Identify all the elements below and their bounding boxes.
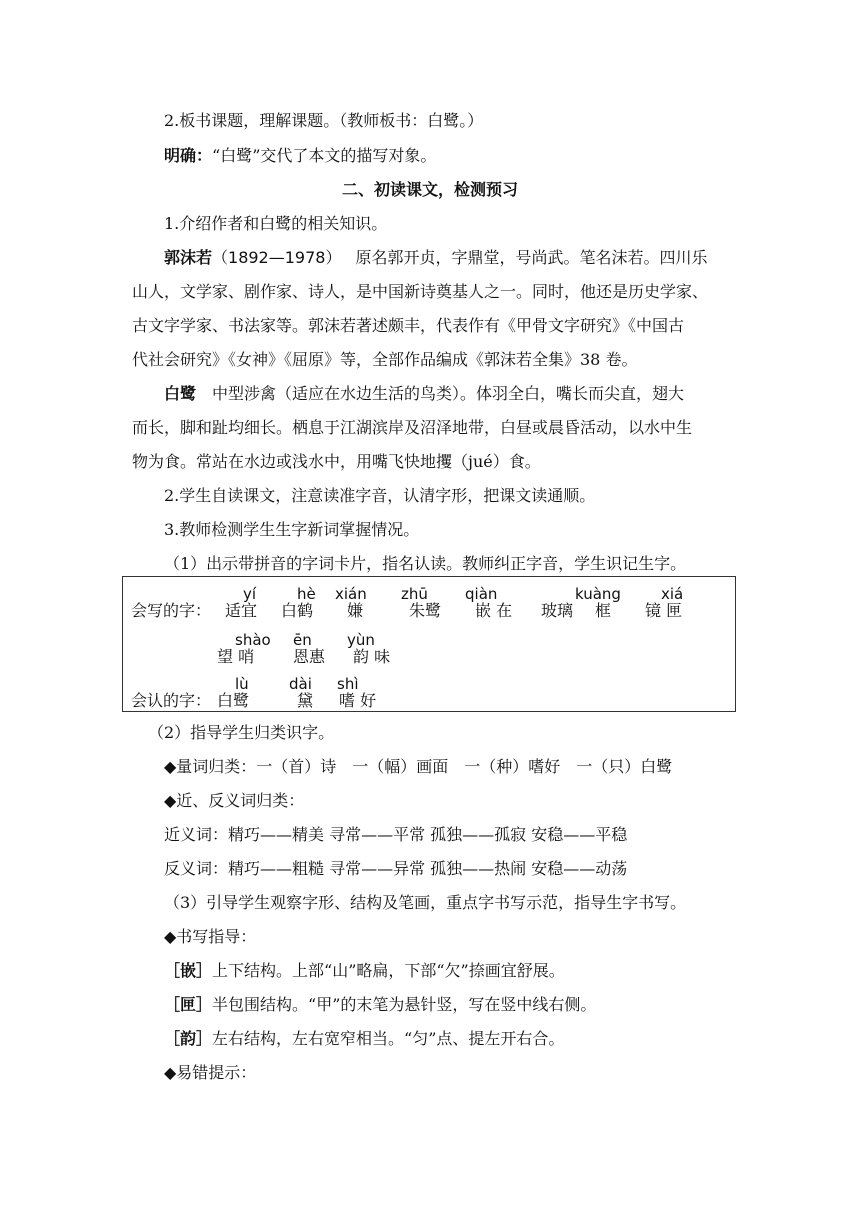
word: 韵 味 [353, 647, 391, 666]
pinyin: ēn [293, 631, 312, 649]
paragraph-clarify [164, 145, 436, 167]
clarify-label: 明确： [164, 146, 213, 165]
write-label: 会写的字： [131, 601, 212, 620]
paragraph-error-tips: ◆易错提示： [164, 1063, 257, 1082]
pinyin: lù [235, 675, 249, 693]
clarify-text: “白鹭”交代了本文的描写对象。 [212, 146, 437, 165]
guo-text-1: 原名郭开贞，字鼎堂，号尚武。笔名沫若。四川乐 [355, 248, 708, 267]
paragraph-antonyms: 反义词：精巧——粗糙 寻常——异常 孤独——热闹 安稳——动荡 [164, 859, 628, 878]
pinyin-card-box [122, 576, 736, 712]
bailu-text-1: 中型涉禽（适应在水边生活的鸟类）。体羽全白，嘴长而尖直，翅大 [212, 384, 685, 403]
pinyin: xiá [661, 585, 684, 603]
pinyin: yùn [347, 631, 375, 649]
bailu-line-3: 物为食。常站在水边或浅水中，用嘴飞快地攫（jué）食。 [132, 452, 541, 471]
word: 嵌 在 [475, 601, 513, 620]
paragraph-writing-guide: ◆书写指导： [164, 927, 257, 946]
paragraph-board-title: 2.板书课题，理解课题。（教师板书：白鹭。） [164, 111, 484, 130]
writing-text: 上下结构。上部“山”略扁，下部“欠”捺画宜舒展。 [212, 961, 565, 980]
word: 玻璃 [541, 601, 574, 620]
bailu-name: 白鹭 [164, 384, 197, 403]
writing-item-yun [164, 1028, 564, 1050]
writing-char: ［嵌］ [164, 961, 213, 980]
writing-item-qian [164, 960, 565, 982]
guo-line-2: 山人，文学家、剧作家、诗人，是中国新诗奠基人之一。同时，他还是历史学家、 [132, 282, 709, 301]
word: 框 [595, 601, 612, 620]
word: 望 哨 [217, 647, 255, 666]
word: 黛 [297, 691, 314, 710]
bailu-line-2: 而长，脚和趾均细长。栖息于江湖滨岸及沼泽地带，白昼或晨昏活动，以水中生 [132, 418, 693, 437]
guo-years: （1892—1978） [212, 248, 342, 267]
word: 适宜 [225, 601, 258, 620]
pinyin: yí [243, 585, 257, 603]
paragraph-cards: （1）出示带拼音的字词卡片，指名认读。教师纠正字音，学生识记生字。 [164, 554, 687, 573]
guo-name: 郭沫若 [164, 248, 213, 267]
section-title: 二、初读课文，检测预习 [341, 180, 518, 199]
pinyin: dài [289, 675, 312, 693]
pinyin: shì [337, 675, 359, 693]
bailu-line-1 [164, 383, 684, 405]
guo-line-4: 代社会研究》《女神》《屈原》等，全部作品编成《郭沫若全集》38 卷。 [132, 350, 638, 369]
pinyin: zhū [401, 585, 428, 603]
paragraph-self-read: 2.学生自读课文，注意读准字音，认清字形，把课文读通顺。 [164, 486, 596, 505]
word: 嗜 好 [339, 691, 377, 710]
pinyin: qiàn [465, 585, 498, 603]
writing-char: ［匣］ [164, 995, 213, 1014]
paragraph-measure-words: ◆量词归类：一（首）诗 一（幅）画面 一（种）嗜好 一（只）白鹭 [164, 757, 673, 776]
writing-char: ［韵］ [164, 1029, 213, 1048]
word: 嫌 [347, 601, 364, 620]
read-label: 会认的字： [131, 691, 212, 710]
pinyin: kuàng [575, 585, 621, 603]
paragraph-synonyms: 近义词：精巧——精美 寻常——平常 孤独——孤寂 安稳——平稳 [164, 825, 628, 844]
writing-text: 左右结构，左右宽窄相当。“匀”点、提左开右合。 [212, 1029, 565, 1048]
word: 朱鹭 [409, 601, 442, 620]
pinyin: xián [335, 585, 367, 603]
guo-line-3: 古文字学家、书法家等。郭沫若著述颇丰，代表作有《甲骨文字研究》《中国古 [132, 316, 685, 335]
pinyin: shào [235, 631, 271, 649]
guo-line-1 [164, 247, 707, 269]
word: 白鹤 [281, 601, 314, 620]
paragraph-writing-demo: （3）引导学生观察字形、结构及笔画，重点字书写示范，指导生字书写。 [164, 893, 687, 912]
writing-text: 半包围结构。“甲”的末笔为悬针竖，写在竖中线右侧。 [212, 995, 597, 1014]
writing-item-xia [164, 994, 596, 1016]
word: 镜 匣 [645, 601, 683, 620]
word: 恩惠 [293, 647, 326, 666]
paragraph-classify: （2）指导学生归类识字。 [148, 723, 335, 742]
paragraph-intro: 1.介绍作者和白鹭的相关知识。 [164, 214, 388, 233]
pinyin: hè [297, 585, 316, 603]
paragraph-check: 3.教师检测学生生字新词掌握情况。 [164, 520, 420, 539]
paragraph-synonym-title: ◆近、反义词归类： [164, 791, 305, 810]
word: 白鹭 [217, 691, 250, 710]
